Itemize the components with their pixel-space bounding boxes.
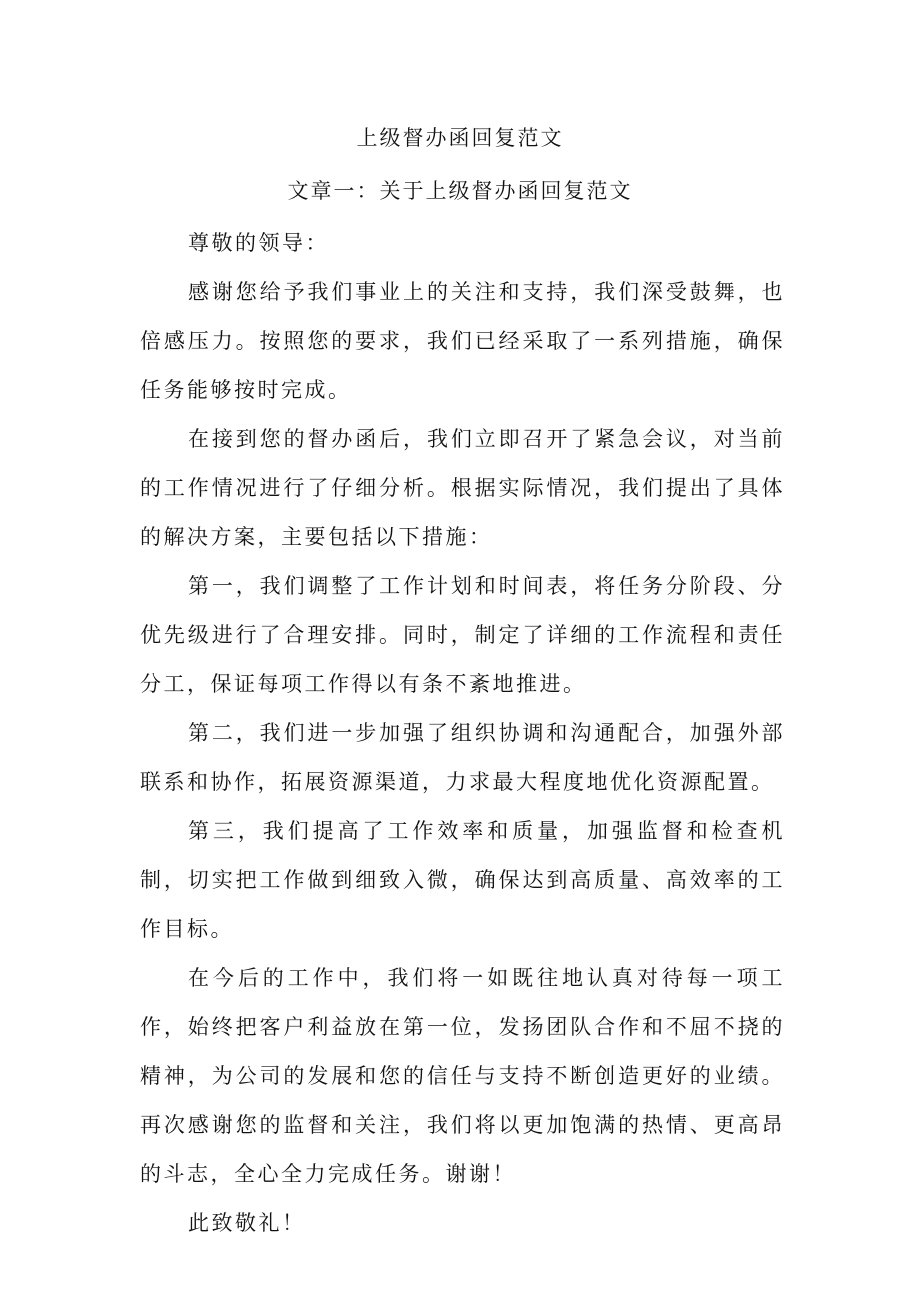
- document-body: [140, 219, 785, 1248]
- paragraph-5: 第三，我们提高了工作效率和质量，加强监督和检查机制，切实把工作做到细致入微，确保达到高质量、高效率的工作目标。: [140, 819, 785, 941]
- paragraph-4: 第二，我们进一步加强了组织协调和沟通配合，加强外部联系和协作，拓展资源渠道，力求最大程度地优化资源配置。: [140, 721, 785, 794]
- closing: 此致敬礼！: [188, 1211, 306, 1235]
- document-title: 上级督办函回复范文: [356, 126, 564, 150]
- document-subtitle: 文章一：关于上级督办函回复范文: [287, 179, 633, 203]
- paragraph-3: 第一，我们调整了工作计划和时间表，将任务分阶段、分优先级进行了合理安排。同时，制定了详细的工作流程和责任分工，保证每项工作得以有条不紊地推进。: [140, 574, 785, 696]
- paragraph-1: 感谢您给予我们事业上的关注和支持，我们深受鼓舞，也倍感压力。按照您的要求，我们已经采取了一系列措施，确保任务能够按时完成。: [140, 280, 785, 402]
- paragraph-2: 在接到您的督办函后，我们立即召开了紧急会议，对当前的工作情况进行了仔细分析。根据实际情况，我们提出了具体的解决方案，主要包括以下措施：: [140, 427, 785, 549]
- salutation: 尊敬的领导：: [188, 231, 329, 255]
- paragraph-6: 在今后的工作中，我们将一如既往地认真对待每一项工作，始终把客户利益放在第一位，发扬团队合作和不屈不挠的精神，为公司的发展和您的信任与支持不断创造更好的业绩。再次感谢您的监督和关注，我们将以更加饱满的热情、更高昂的斗志，全心全力完成任务。谢谢！: [140, 966, 785, 1186]
